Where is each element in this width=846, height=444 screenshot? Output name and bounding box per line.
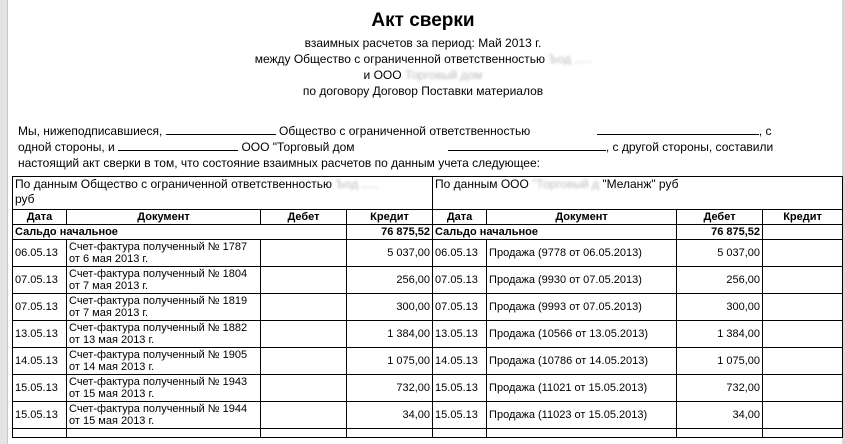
row-right-credit bbox=[763, 294, 843, 321]
intro-text-f: , с другой стороны, составили bbox=[605, 140, 774, 154]
row-right-date: 15.05.13 bbox=[433, 402, 487, 429]
contract-line: по договору Договор Поставки материалов bbox=[302, 84, 544, 98]
document-title: Акт сверки bbox=[371, 10, 475, 31]
row-left-debit bbox=[261, 267, 347, 294]
saldo-label-right: Сальдо начальное bbox=[433, 225, 677, 240]
row-left-document: Счет-фактура полученный № 1905 от 14 мая 2013 г. bbox=[67, 348, 261, 375]
row-left-document: Счет-фактура полученный № 1943 от 15 мая 2013 г. bbox=[67, 375, 261, 402]
and-line bbox=[0, 68, 846, 82]
row-left-date: 14.05.13 bbox=[13, 348, 67, 375]
intro-text-d: одной стороны, и bbox=[18, 140, 115, 154]
saldo-label-left: Сальдо начальное bbox=[13, 225, 347, 240]
row-left-credit: 5 037,00 bbox=[347, 240, 433, 267]
row-right-debit: 300,00 bbox=[677, 294, 763, 321]
redacted-company-name: Ъод ..... bbox=[548, 52, 592, 66]
row-right-debit: 5 037,00 bbox=[677, 240, 763, 267]
right-caption: По данным ООО "Торговый д "Меланж" руб bbox=[433, 177, 843, 210]
row-left-document: Счет-фактура полученный № 1804 от 7 мая 2013 г. bbox=[67, 267, 261, 294]
and-text: и ООО bbox=[363, 68, 402, 82]
row-right-credit bbox=[763, 321, 843, 348]
intro-line-2 bbox=[18, 139, 838, 155]
row-right-document: Продажа (11023 от 15.05.2013) bbox=[487, 402, 677, 429]
row-right-credit bbox=[763, 402, 843, 429]
table-row bbox=[13, 375, 843, 402]
row-left-debit bbox=[261, 321, 347, 348]
table-row bbox=[13, 348, 843, 375]
row-right-debit: 1 384,00 bbox=[677, 321, 763, 348]
row-left-credit: 732,00 bbox=[347, 375, 433, 402]
column-header-row bbox=[13, 210, 843, 225]
row-left-credit: 1 075,00 bbox=[347, 348, 433, 375]
row-right-debit: 1 075,00 bbox=[677, 348, 763, 375]
row-right-credit bbox=[763, 375, 843, 402]
intro-text-e: ООО "Торговый дом bbox=[241, 140, 355, 154]
row-right-date: 07.05.13 bbox=[433, 267, 487, 294]
table-row bbox=[13, 267, 843, 294]
table-row bbox=[13, 321, 843, 348]
row-left-debit bbox=[261, 402, 347, 429]
col-doc-left: Документ bbox=[67, 210, 261, 225]
row-right-document: Продажа (10566 от 13.05.2013) bbox=[487, 321, 677, 348]
row-left-debit bbox=[261, 240, 347, 267]
between-line bbox=[0, 52, 846, 66]
row-left-credit: 1 384,00 bbox=[347, 321, 433, 348]
signatory-blank-4 bbox=[448, 140, 606, 151]
row-left-date: 07.05.13 bbox=[13, 294, 67, 321]
row-left-document: Счет-фактура полученный № 1882 от 13 мая 2013 г. bbox=[67, 321, 261, 348]
row-right-credit bbox=[763, 348, 843, 375]
table-row bbox=[13, 402, 843, 429]
row-right-document: Продажа (11021 от 15.05.2013) bbox=[487, 375, 677, 402]
signatory-blank-2 bbox=[597, 124, 759, 135]
col-debit-right: Дебет bbox=[677, 210, 763, 225]
signatory-blank-3 bbox=[118, 140, 238, 151]
col-date-left: Дата bbox=[13, 210, 67, 225]
row-right-document: Продажа (9930 от 07.05.2013) bbox=[487, 267, 677, 294]
saldo-right-debit: 76 875,52 bbox=[677, 225, 763, 240]
saldo-left-credit: 76 875,52 bbox=[347, 225, 433, 240]
intro-line-1 bbox=[18, 123, 838, 139]
row-right-debit: 732,00 bbox=[677, 375, 763, 402]
reconciliation-table bbox=[12, 176, 843, 438]
row-left-date: 06.05.13 bbox=[13, 240, 67, 267]
row-right-credit bbox=[763, 240, 843, 267]
row-right-document: Продажа (9778 от 06.05.2013) bbox=[487, 240, 677, 267]
row-left-document: Счет-фактура полученный № 1819 от 7 мая 2013 г. bbox=[67, 294, 261, 321]
row-left-credit: 300,00 bbox=[347, 294, 433, 321]
table-caption-row bbox=[13, 177, 843, 210]
row-right-date: 15.05.13 bbox=[433, 375, 487, 402]
row-left-debit bbox=[261, 375, 347, 402]
row-right-credit bbox=[763, 267, 843, 294]
window-left-edge bbox=[0, 0, 8, 444]
row-left-date: 13.05.13 bbox=[13, 321, 67, 348]
row-left-document: Счет-фактура полученный № 1787 от 6 мая 2013 г. bbox=[67, 240, 261, 267]
redacted-counterparty-name: Торговый дом bbox=[404, 68, 483, 82]
signatory-blank-1 bbox=[166, 124, 276, 135]
row-right-date: 06.05.13 bbox=[433, 240, 487, 267]
col-date-right: Дата bbox=[433, 210, 487, 225]
row-left-debit bbox=[261, 294, 347, 321]
row-left-date: 15.05.13 bbox=[13, 375, 67, 402]
row-left-date: 07.05.13 bbox=[13, 267, 67, 294]
row-right-date: 13.05.13 bbox=[433, 321, 487, 348]
row-right-debit: 34,00 bbox=[677, 402, 763, 429]
col-doc-right: Документ bbox=[487, 210, 677, 225]
period-line: взаимных расчетов за период: Май 2013 г. bbox=[304, 36, 542, 50]
row-right-date: 07.05.13 bbox=[433, 294, 487, 321]
row-right-document: Продажа (10786 от 14.05.2013) bbox=[487, 348, 677, 375]
row-left-debit bbox=[261, 348, 347, 375]
row-right-debit: 256,00 bbox=[677, 267, 763, 294]
opening-balance-row bbox=[13, 225, 843, 240]
saldo-right-credit bbox=[763, 225, 843, 240]
between-text: между Общество с ограниченной ответственностью bbox=[254, 52, 546, 66]
col-debit-left: Дебет bbox=[261, 210, 347, 225]
row-left-credit: 34,00 bbox=[347, 402, 433, 429]
cut-off-row bbox=[13, 429, 843, 438]
intro-text-b: Общество с ограниченной ответственностью bbox=[279, 124, 531, 138]
row-left-date: 15.05.13 bbox=[13, 402, 67, 429]
col-credit-left: Кредит bbox=[347, 210, 433, 225]
intro-line-3: настоящий акт сверки в том, что состояние взаимных расчетов по данным учета следующее: bbox=[18, 156, 540, 170]
row-left-document: Счет-фактура полученный № 1944 от 15 мая 2013 г. bbox=[67, 402, 261, 429]
table-row bbox=[13, 294, 843, 321]
row-right-document: Продажа (9993 от 07.05.2013) bbox=[487, 294, 677, 321]
col-credit-right: Кредит bbox=[763, 210, 843, 225]
intro-text-a: Мы, нижеподписавшиеся, bbox=[18, 124, 163, 138]
left-caption: По данным Общество с ограниченной ответственностью Ъод ..... руб bbox=[13, 177, 433, 210]
table-row bbox=[13, 240, 843, 267]
row-left-credit: 256,00 bbox=[347, 267, 433, 294]
row-right-date: 14.05.13 bbox=[433, 348, 487, 375]
intro-text-c: , с bbox=[758, 124, 772, 138]
